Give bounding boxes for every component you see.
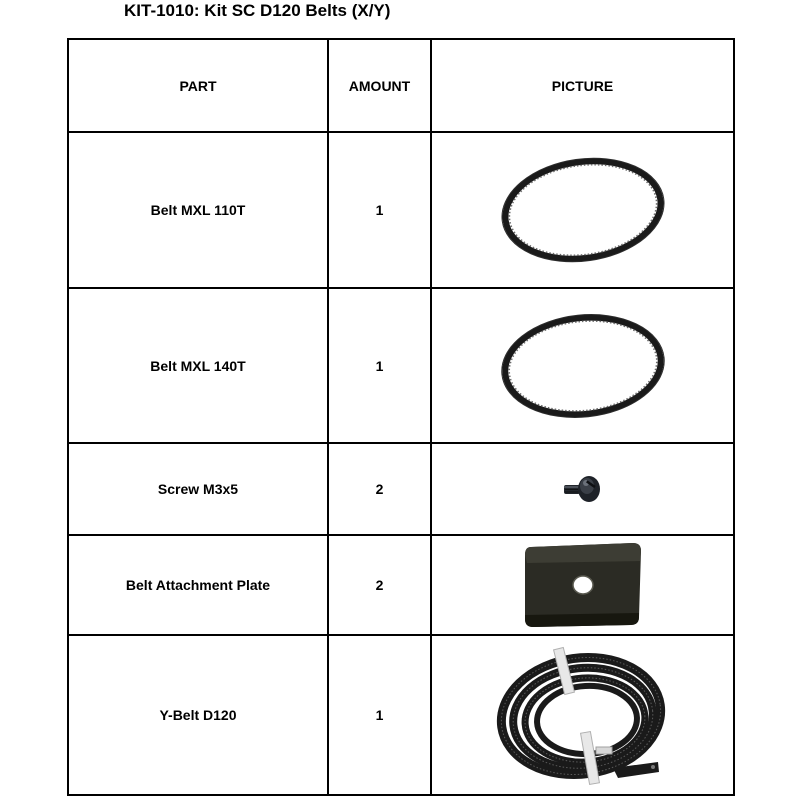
part-amount: 1 bbox=[328, 635, 431, 795]
part-picture bbox=[431, 635, 734, 795]
part-amount: 2 bbox=[328, 443, 431, 535]
part-picture bbox=[431, 288, 734, 443]
part-name: Belt MXL 140T bbox=[68, 288, 328, 443]
attachment-plate-icon bbox=[521, 541, 645, 629]
part-name: Belt MXL 110T bbox=[68, 132, 328, 288]
part-picture bbox=[431, 443, 734, 535]
part-picture bbox=[431, 132, 734, 288]
part-name: Belt Attachment Plate bbox=[68, 535, 328, 635]
parts-table bbox=[67, 38, 735, 796]
header-picture: PICTURE bbox=[431, 39, 734, 132]
table-row bbox=[68, 288, 734, 443]
part-amount: 1 bbox=[328, 132, 431, 288]
page-title: KIT-1010: Kit SC D120 Belts (X/Y) bbox=[124, 1, 391, 20]
part-name: Screw M3x5 bbox=[68, 443, 328, 535]
table-row bbox=[68, 635, 734, 795]
coiled-belt-icon bbox=[493, 640, 673, 790]
timing-belt-loop-icon bbox=[498, 306, 668, 426]
timing-belt-loop-icon bbox=[498, 150, 668, 270]
part-name: Y-Belt D120 bbox=[68, 635, 328, 795]
part-amount: 2 bbox=[328, 535, 431, 635]
table-header-row bbox=[68, 39, 734, 132]
table-row bbox=[68, 535, 734, 635]
table-row bbox=[68, 443, 734, 535]
table-row bbox=[68, 132, 734, 288]
header-amount: AMOUNT bbox=[328, 39, 431, 132]
part-picture bbox=[431, 535, 734, 635]
part-amount: 1 bbox=[328, 288, 431, 443]
screw-icon bbox=[558, 469, 608, 509]
header-part: PART bbox=[68, 39, 328, 132]
